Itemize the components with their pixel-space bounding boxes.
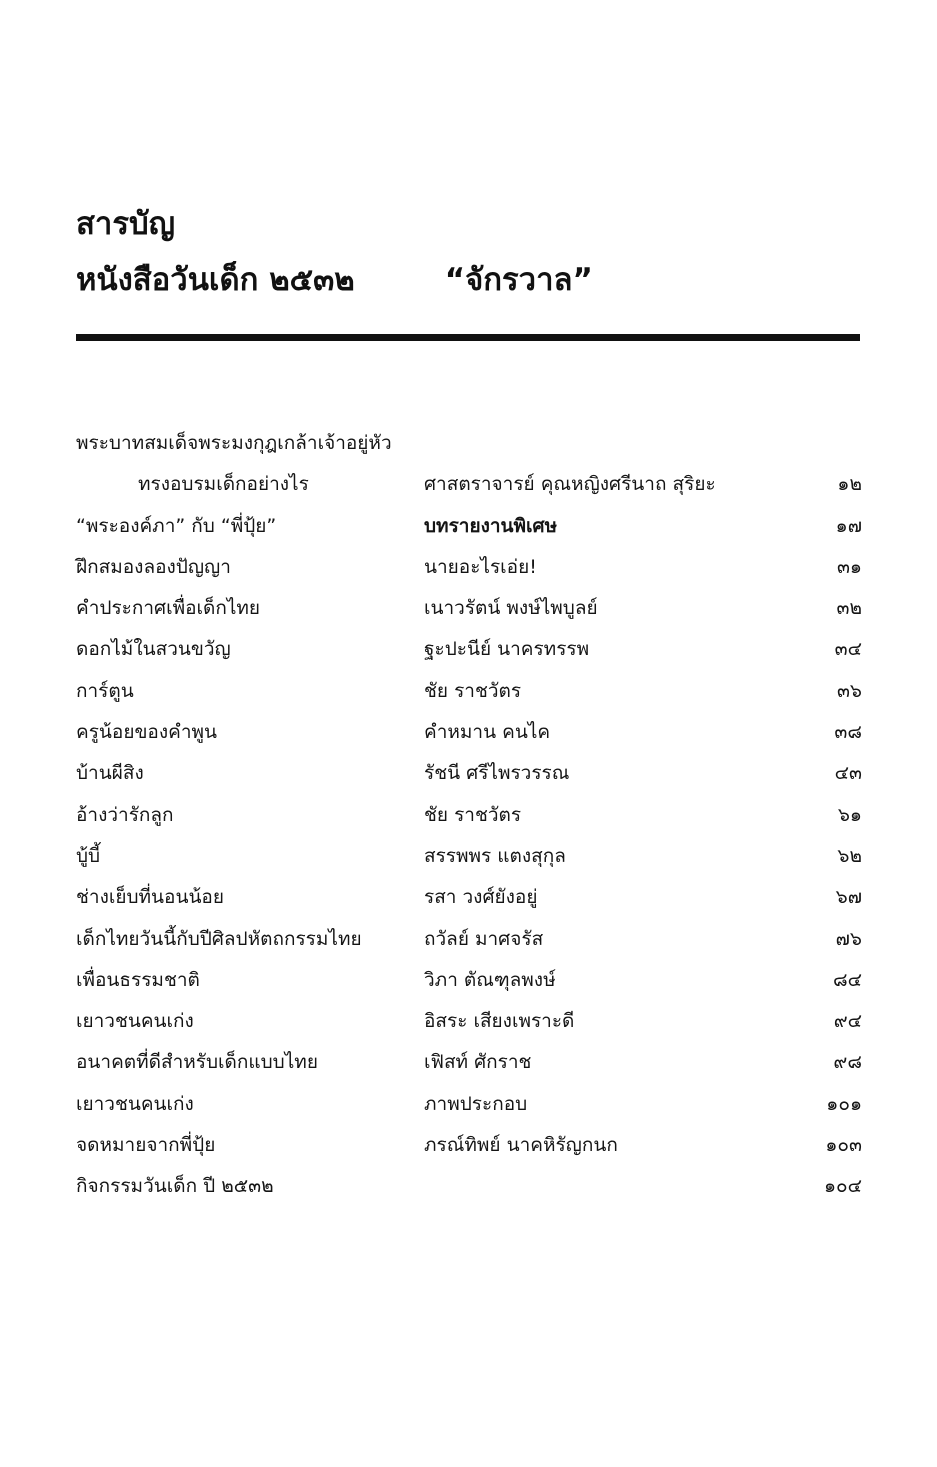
toc-row bbox=[76, 1165, 862, 1206]
toc-author: ถวัลย์ มาศจรัส bbox=[424, 927, 544, 950]
toc-author: เฟิสท์ ศักราช bbox=[424, 1051, 532, 1074]
book-theme: “จักรวาล” bbox=[444, 262, 593, 298]
toc-row bbox=[76, 587, 862, 628]
toc-title: ทรงอบรมเด็กอย่างไร bbox=[138, 473, 309, 496]
toc-row bbox=[76, 959, 862, 1000]
toc-row bbox=[76, 1041, 862, 1082]
toc-author: ชัย ราชวัตร bbox=[424, 679, 522, 702]
toc-author: นายอะไรเอ่ย! bbox=[424, 555, 537, 578]
toc-page-number: ๑๐๑ bbox=[826, 1092, 862, 1115]
toc-page-number: ๑๐๔ bbox=[823, 1175, 862, 1198]
toc-author: คำหมาน คนไค bbox=[424, 721, 551, 744]
toc-title: ช่างเย็บที่นอนน้อย bbox=[76, 886, 224, 909]
toc-row bbox=[76, 876, 862, 917]
toc-row bbox=[76, 422, 862, 463]
toc-row bbox=[76, 835, 862, 876]
toc-row bbox=[76, 794, 862, 835]
toc-title: กิจกรรมวันเด็ก ปี ๒๕๓๒ bbox=[76, 1175, 274, 1198]
toc-row bbox=[76, 463, 862, 504]
toc-row bbox=[76, 918, 862, 959]
toc-row bbox=[76, 546, 862, 587]
toc-title: พระบาทสมเด็จพระมงกุฎเกล้าเจ้าอยู่หัว bbox=[76, 432, 392, 454]
toc-page-number: ๓๑ bbox=[836, 555, 862, 578]
toc-author: ภาพประกอบ bbox=[424, 1092, 528, 1115]
toc-row bbox=[76, 1000, 862, 1041]
toc-page-number: ๓๔ bbox=[834, 638, 862, 661]
toc-row bbox=[76, 505, 862, 546]
toc-row bbox=[76, 670, 862, 711]
toc-title: “พระองค์ภา” กับ “พี่ปุ้ย” bbox=[76, 514, 277, 537]
toc-page-number: ๖๗ bbox=[835, 886, 862, 909]
toc-author: บทรายงานพิเศษ bbox=[424, 514, 558, 537]
page-title: สารบัญ bbox=[76, 206, 176, 242]
toc-title: การ์ตูน bbox=[76, 679, 134, 702]
book-subtitle: หนังสือวันเด็ก ๒๕๓๒ bbox=[76, 262, 355, 298]
toc-title: ดอกไม้ในสวนขวัญ bbox=[76, 638, 231, 661]
toc-page-number: ๖๑ bbox=[837, 803, 862, 826]
toc-page-number: ๓๖ bbox=[836, 679, 862, 702]
toc-title: บู้บี้ bbox=[76, 844, 101, 867]
table-of-contents bbox=[76, 422, 862, 1207]
toc-row bbox=[76, 752, 862, 793]
toc-title: เยาวชนคนเก่ง bbox=[76, 1092, 194, 1115]
toc-title: จดหมายจากพี่ปุ้ย bbox=[76, 1134, 216, 1157]
toc-title: เยาวชนคนเก่ง bbox=[76, 1010, 194, 1033]
toc-author: ชัย ราชวัตร bbox=[424, 803, 522, 826]
toc-title: อนาคตที่ดีสำหรับเด็กแบบไทย bbox=[76, 1051, 318, 1074]
toc-author: ฐะปะนีย์ นาครทรรพ bbox=[424, 638, 590, 661]
toc-row bbox=[76, 711, 862, 752]
toc-page-number: ๔๓ bbox=[834, 762, 862, 785]
toc-author: รสา วงศ์ยังอยู่ bbox=[424, 886, 538, 909]
toc-title: คำประกาศเพื่อเด็กไทย bbox=[76, 597, 261, 620]
toc-author: รัชนี ศรีไพรวรรณ bbox=[424, 762, 570, 785]
toc-author: อิสระ เสียงเพราะดี bbox=[424, 1010, 575, 1033]
toc-author: เนาวรัตน์ พงษ์ไพบูลย์ bbox=[424, 597, 598, 620]
toc-title: ครูน้อยของคำพูน bbox=[76, 721, 218, 744]
toc-page-number: ๑๐๓ bbox=[825, 1134, 862, 1157]
toc-page-number: ๖๒ bbox=[837, 844, 862, 867]
toc-author: สรรพพร แตงสุกุล bbox=[424, 844, 566, 867]
toc-row bbox=[76, 1083, 862, 1124]
toc-page-number: ๑๗ bbox=[835, 514, 862, 537]
toc-page-number: ๘๔ bbox=[832, 968, 862, 991]
toc-row bbox=[76, 1124, 862, 1165]
heading-line-2 bbox=[76, 252, 593, 308]
toc-page-number: ๑๒ bbox=[837, 473, 862, 496]
heading-divider bbox=[76, 334, 860, 341]
toc-page-number: ๓๘ bbox=[834, 721, 862, 744]
toc-page-number: ๗๖ bbox=[835, 927, 862, 950]
toc-page-number: ๙๘ bbox=[833, 1051, 862, 1074]
toc-title: เด็กไทยวันนี้กับปีศิลปหัตถกรรมไทย bbox=[76, 927, 362, 950]
toc-author: ศาสตราจารย์ คุณหญิงศรีนาถ สุริยะ bbox=[424, 473, 716, 496]
toc-title: อ้างว่ารักลูก bbox=[76, 803, 174, 826]
toc-author: ภรณ์ทิพย์ นาคหิรัญกนก bbox=[424, 1134, 618, 1157]
toc-row bbox=[76, 628, 862, 669]
toc-title: บ้านผีสิง bbox=[76, 762, 144, 785]
toc-title: ฝึกสมองลองปัญญา bbox=[76, 555, 231, 578]
toc-page-number: ๙๔ bbox=[833, 1010, 862, 1033]
toc-page-number: ๓๒ bbox=[836, 597, 862, 620]
page-heading bbox=[76, 196, 593, 308]
toc-author: วิภา ตัณฑุลพงษ์ bbox=[424, 968, 556, 991]
toc-title: เพื่อนธรรมชาติ bbox=[76, 968, 200, 991]
